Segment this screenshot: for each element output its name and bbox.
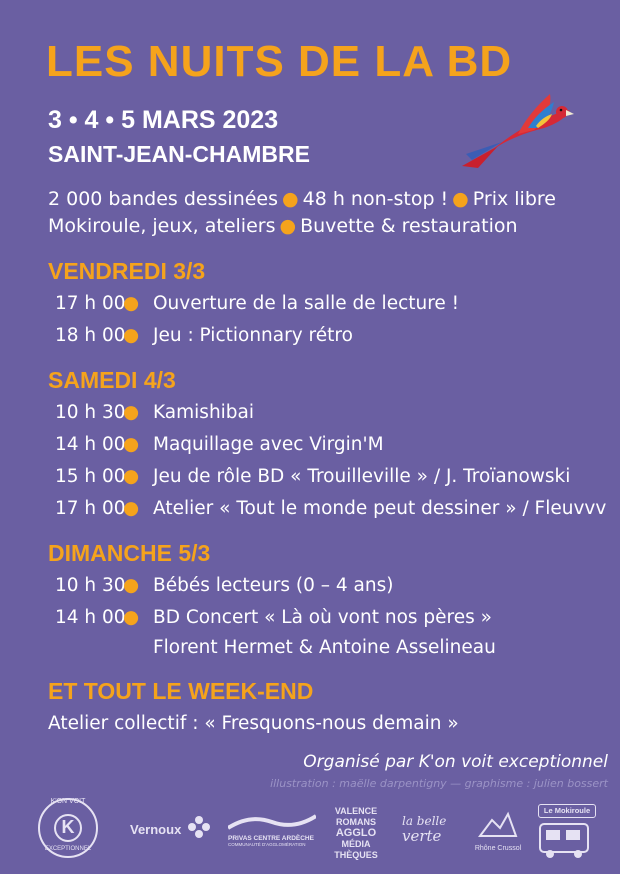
parrot-illustration-icon bbox=[458, 84, 578, 174]
schedule-row: 15 h 00● Jeu de rôle BD « Trouilleville » / J. Troïanowski bbox=[55, 466, 571, 487]
intro-line-2: Mokiroule, jeux, ateliers ● Buvette & restauration bbox=[48, 215, 518, 237]
partner-logos bbox=[0, 800, 620, 874]
rhone-crussol-mountain-icon bbox=[478, 810, 518, 840]
bullet-dot: ● bbox=[282, 188, 299, 210]
vernoux-flower-icon bbox=[184, 812, 214, 842]
bullet-dot: ● bbox=[452, 188, 469, 210]
weekend-title: ET TOUT LE WEEK-END bbox=[48, 678, 314, 704]
mokiroule-logo: Le Mokiroule bbox=[536, 804, 598, 862]
la-belle-verte-logo: la belle verte bbox=[402, 814, 447, 845]
kon-voit-logo: K'ON VOIT K EXCEPTIONNEL bbox=[26, 796, 110, 860]
event-title: LES NUITS DE LA BD bbox=[46, 37, 513, 86]
rhone-crussol-logo: Rhône Crussol bbox=[468, 810, 528, 852]
mokiroule-van-icon bbox=[536, 818, 596, 862]
vernoux-logo: Vernoux bbox=[130, 822, 181, 837]
schedule-row: 17 h 00● Atelier « Tout le monde peut dessiner » / Fleuvvv bbox=[55, 498, 607, 519]
credits-text: illustration : maëlle darpentigny — graphisme : julien bossert bbox=[270, 777, 608, 790]
day-title-vendredi: VENDREDI 3/3 bbox=[48, 258, 206, 284]
schedule-row: 14 h 00● Maquillage avec Virgin'M bbox=[55, 434, 384, 455]
schedule-row: 17 h 00● Ouverture de la salle de lecture ! bbox=[55, 293, 460, 314]
schedule-row: 10 h 30● Bébés lecteurs (0 – 4 ans) bbox=[55, 575, 394, 596]
event-dates: 3 • 4 • 5 MARS 2023 bbox=[48, 106, 279, 134]
schedule-row: 10 h 30● Kamishibai bbox=[55, 402, 255, 423]
intro-text bbox=[48, 186, 556, 240]
privas-logo: PRIVAS CENTRE ARDÈCHE COMMUNAUTÉ D'AGGLOMÉRATION bbox=[228, 814, 318, 847]
event-place: SAINT-JEAN-CHAMBRE bbox=[48, 141, 310, 167]
bullet-dot: ● bbox=[279, 215, 297, 237]
valence-romans-logo: VALENCE ROMANS AGGLO MÉDIA THÈQUES bbox=[334, 806, 378, 860]
day-title-samedi: SAMEDI 4/3 bbox=[48, 367, 176, 393]
intro-line-1: 2 000 bandes dessinées ● 48 h non-stop ! ● Prix libre bbox=[48, 188, 556, 210]
day-title-dimanche: DIMANCHE 5/3 bbox=[48, 540, 211, 566]
schedule-row: 14 h 00● BD Concert « Là où vont nos pères » Florent Hermet & Antoine Asselineau bbox=[55, 607, 496, 658]
weekend-text: Atelier collectif : « Fresquons-nous demain » bbox=[48, 713, 459, 734]
privas-wave-icon bbox=[228, 814, 316, 830]
organizer-text: Organisé par K'on voit exceptionnel bbox=[303, 752, 608, 772]
schedule-row: 18 h 00● Jeu : Pictionnary rétro bbox=[55, 325, 353, 346]
schedule-row-line-2: Florent Hermet & Antoine Asselineau bbox=[153, 637, 496, 658]
